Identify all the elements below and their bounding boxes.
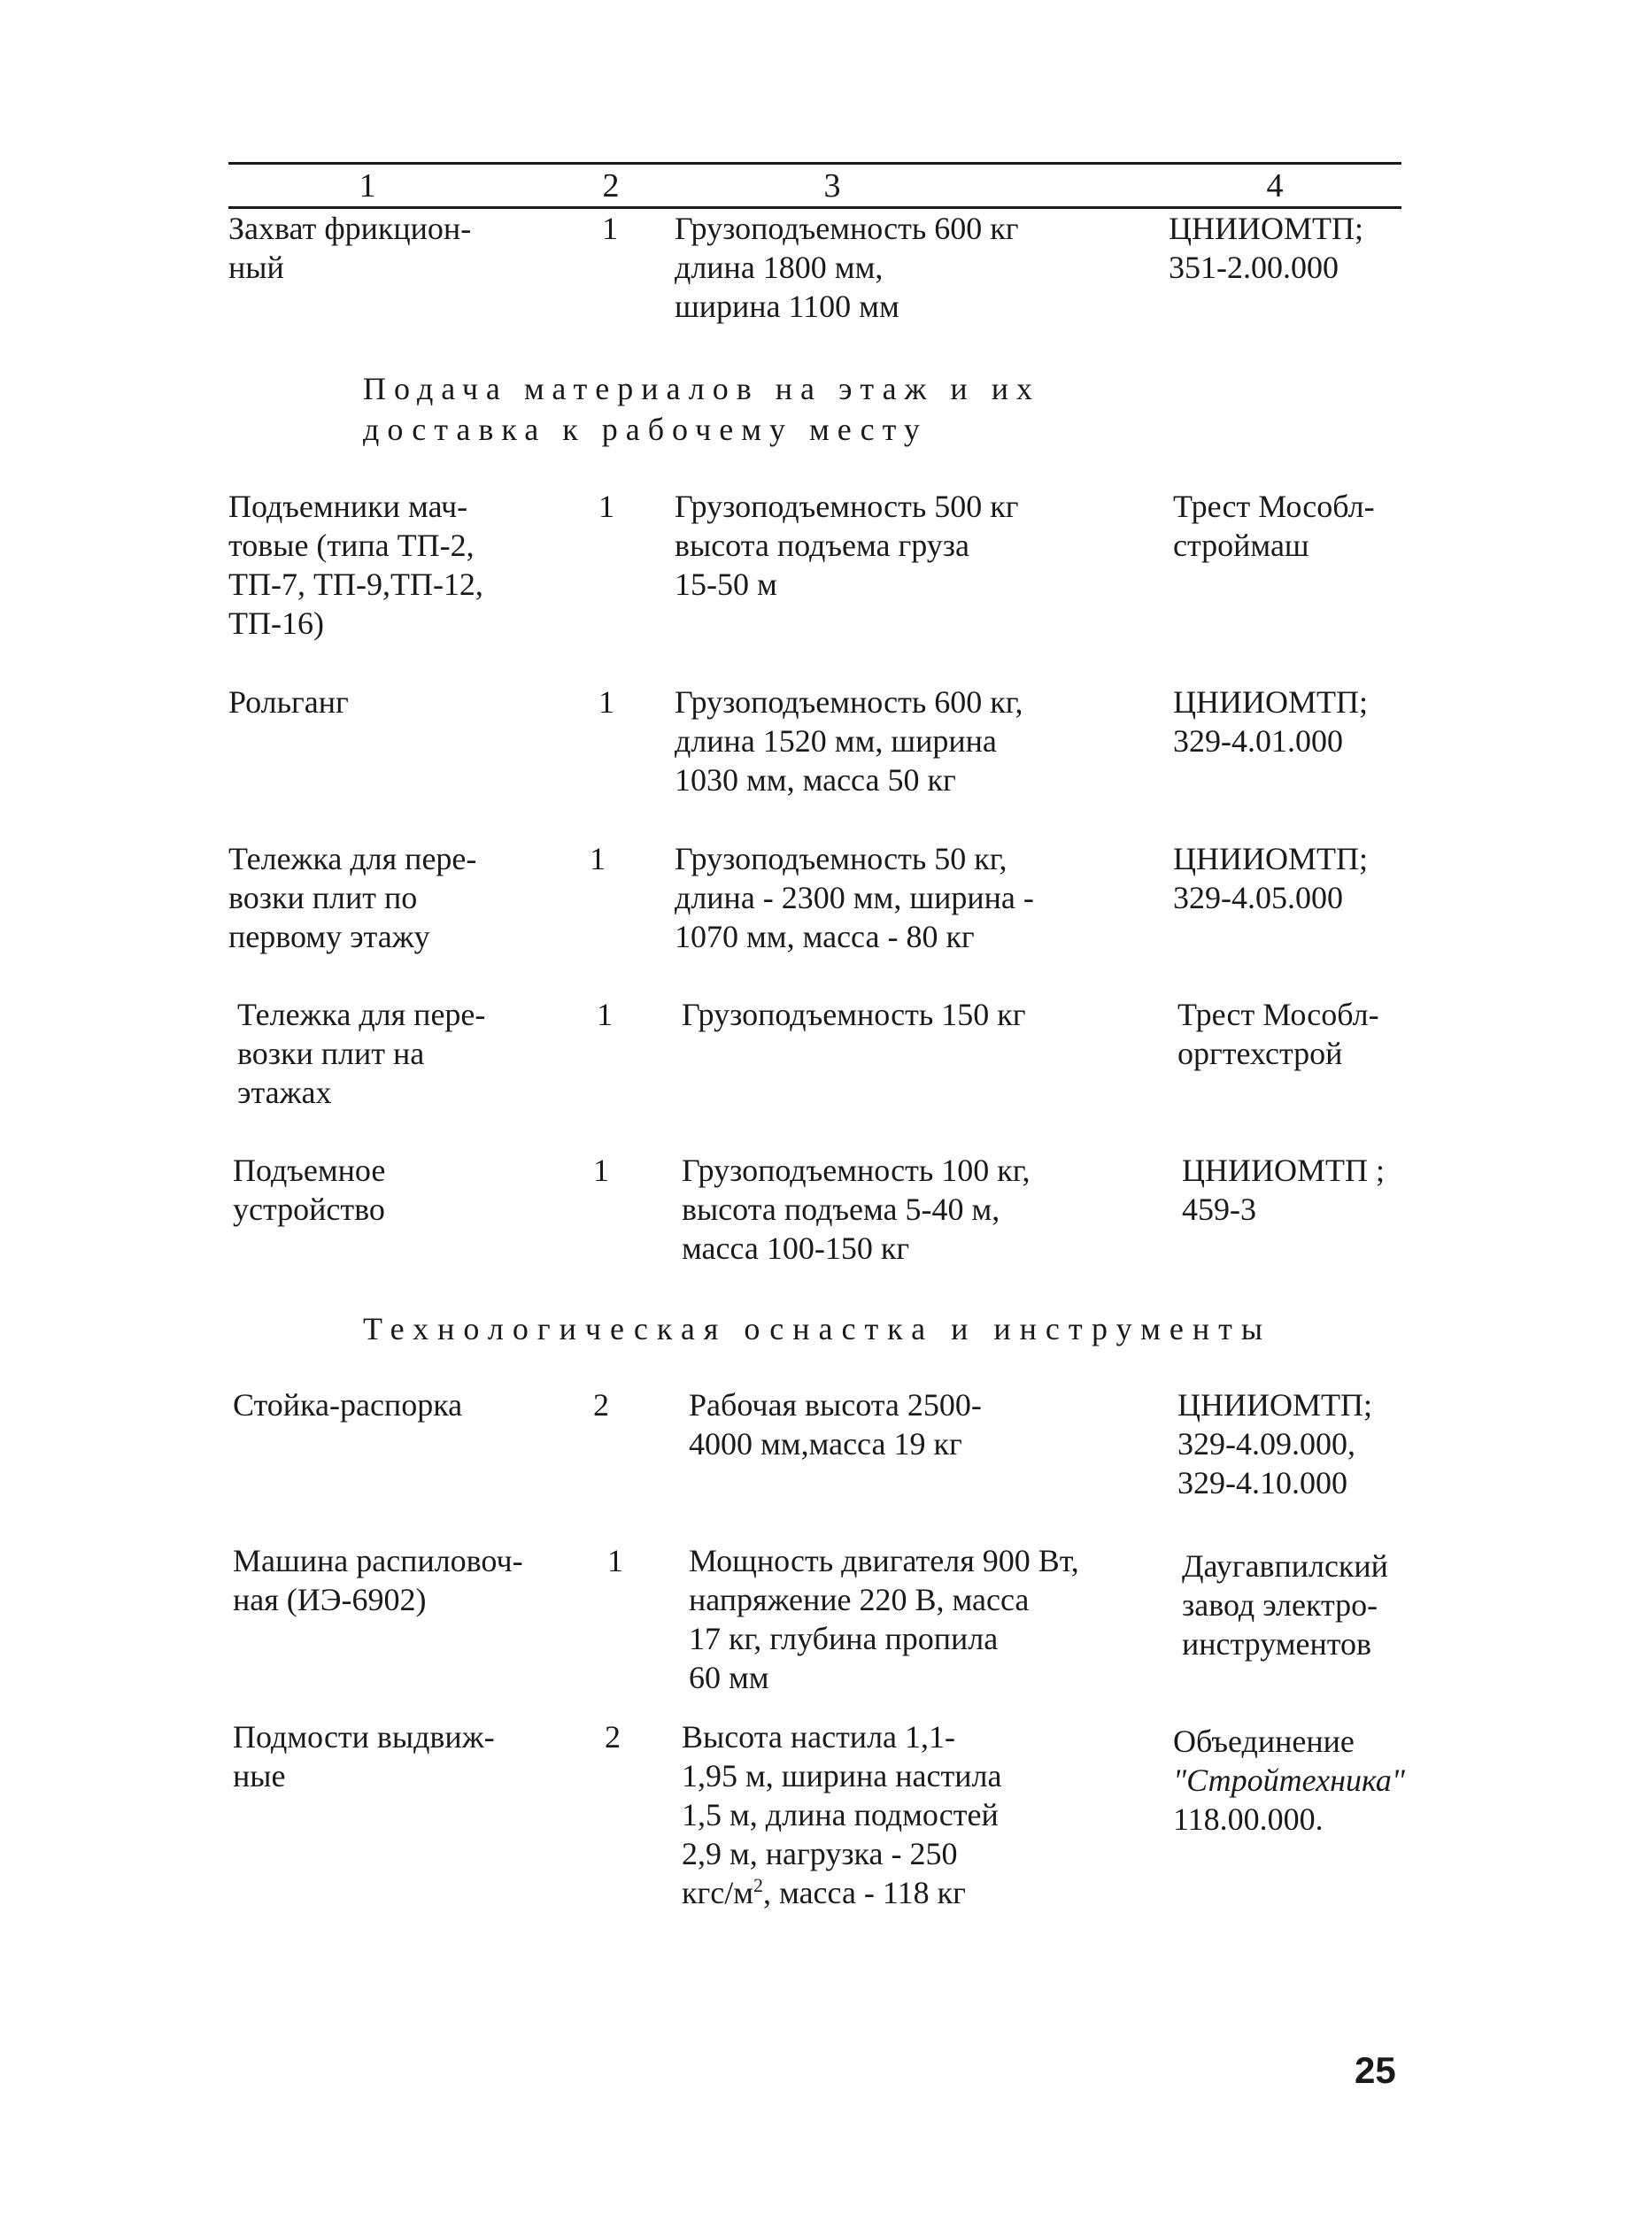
specification: Грузоподъемность 600 кг длина 1800 мм, ширина 1100 мм — [675, 211, 1019, 324]
page-number: 25 — [1355, 2049, 1396, 2091]
quantity: 2 — [593, 1387, 609, 1423]
header-col-2: 2 — [602, 167, 620, 204]
quantity: 1 — [598, 684, 614, 720]
quantity: 1 — [607, 1543, 623, 1578]
quantity: 1 — [590, 841, 606, 876]
table-top-rule — [228, 162, 1401, 165]
quantity: 1 — [598, 489, 614, 524]
quantity: 1 — [602, 211, 618, 246]
source: ЦНИИОМТП; 329-4.01.000 — [1173, 684, 1368, 759]
source: ЦНИИОМТП; 329-4.09.000, 329-4.10.000 — [1177, 1387, 1372, 1500]
specification: Грузоподъемность 500 кг высота подъема груза 15-50 м — [675, 489, 1019, 602]
source: ЦНИИОМТП; 351-2.00.000 — [1169, 211, 1363, 285]
source: Трест Мособл- оргтехстрой — [1177, 997, 1379, 1071]
equipment-name: Подъемное устройство — [233, 1153, 386, 1227]
source: ЦНИИОМТП; 329-4.05.000 — [1173, 841, 1368, 915]
quantity: 1 — [593, 1153, 609, 1188]
specification: Рабочая высота 2500- 4000 мм,масса 19 кг — [689, 1387, 982, 1462]
equipment-name: Тележка для пере- возки плит по первому этажу — [228, 841, 477, 954]
equipment-name: Стойка-распорка — [233, 1387, 463, 1423]
source: Даугавпилский завод электро- инструментов — [1182, 1548, 1388, 1662]
equipment-name: Рольганг — [228, 684, 349, 720]
source: Трест Мособл- строймаш — [1173, 489, 1375, 563]
section-heading-material-feed: Подача материалов на этаж и их доставка к рабочему месту — [363, 371, 1040, 447]
equipment-name: Подъемники мач- товые (типа ТП-2, ТП-7, ТП-9,ТП-12, ТП-16) — [228, 489, 483, 641]
specification: Грузоподъемность 600 кг, длина 1520 мм, ширина 1030 мм, масса 50 кг — [675, 684, 1023, 798]
equipment-name: Захват фрикцион- ный — [228, 211, 472, 285]
specification: Грузоподъемность 50 кг, длина - 2300 мм, ширина - 1070 мм, масса - 80 кг — [675, 841, 1034, 954]
specification: Грузоподъемность 150 кг — [682, 997, 1026, 1032]
specification: Грузоподъемность 100 кг, высота подъема 5-40 м, масса 100-150 кг — [682, 1153, 1031, 1266]
header-col-1: 1 — [359, 167, 376, 204]
source: ЦНИИОМТП ; 459-3 — [1182, 1153, 1385, 1227]
quantity: 2 — [605, 1719, 621, 1755]
equipment-name: Машина распиловоч- ная (ИЭ-6902) — [233, 1543, 523, 1617]
quantity: 1 — [597, 997, 613, 1032]
header-col-3: 3 — [823, 167, 841, 204]
section-heading-tools: Технологическая оснастка и инструменты — [363, 1311, 1272, 1346]
equipment-name: Подмости выдвиж- ные — [233, 1719, 495, 1793]
equipment-name: Тележка для пере- возки плит на этажах — [237, 997, 486, 1110]
header-col-4: 4 — [1266, 167, 1284, 204]
specification: Высота настила 1,1- 1,95 м, ширина настила 1,5 м, длина подмостей 2,9 м, нагрузка - 250 кгс/$м^2$, масса - 118 кг — [682, 1719, 1002, 1910]
source: Объединение "Стройтехника" 118.00.000. — [1173, 1724, 1406, 1837]
specification: Мощность двигателя 900 Вт, напряжение 220 В, масса 17 кг, глубина пропила 60 мм — [689, 1543, 1079, 1695]
